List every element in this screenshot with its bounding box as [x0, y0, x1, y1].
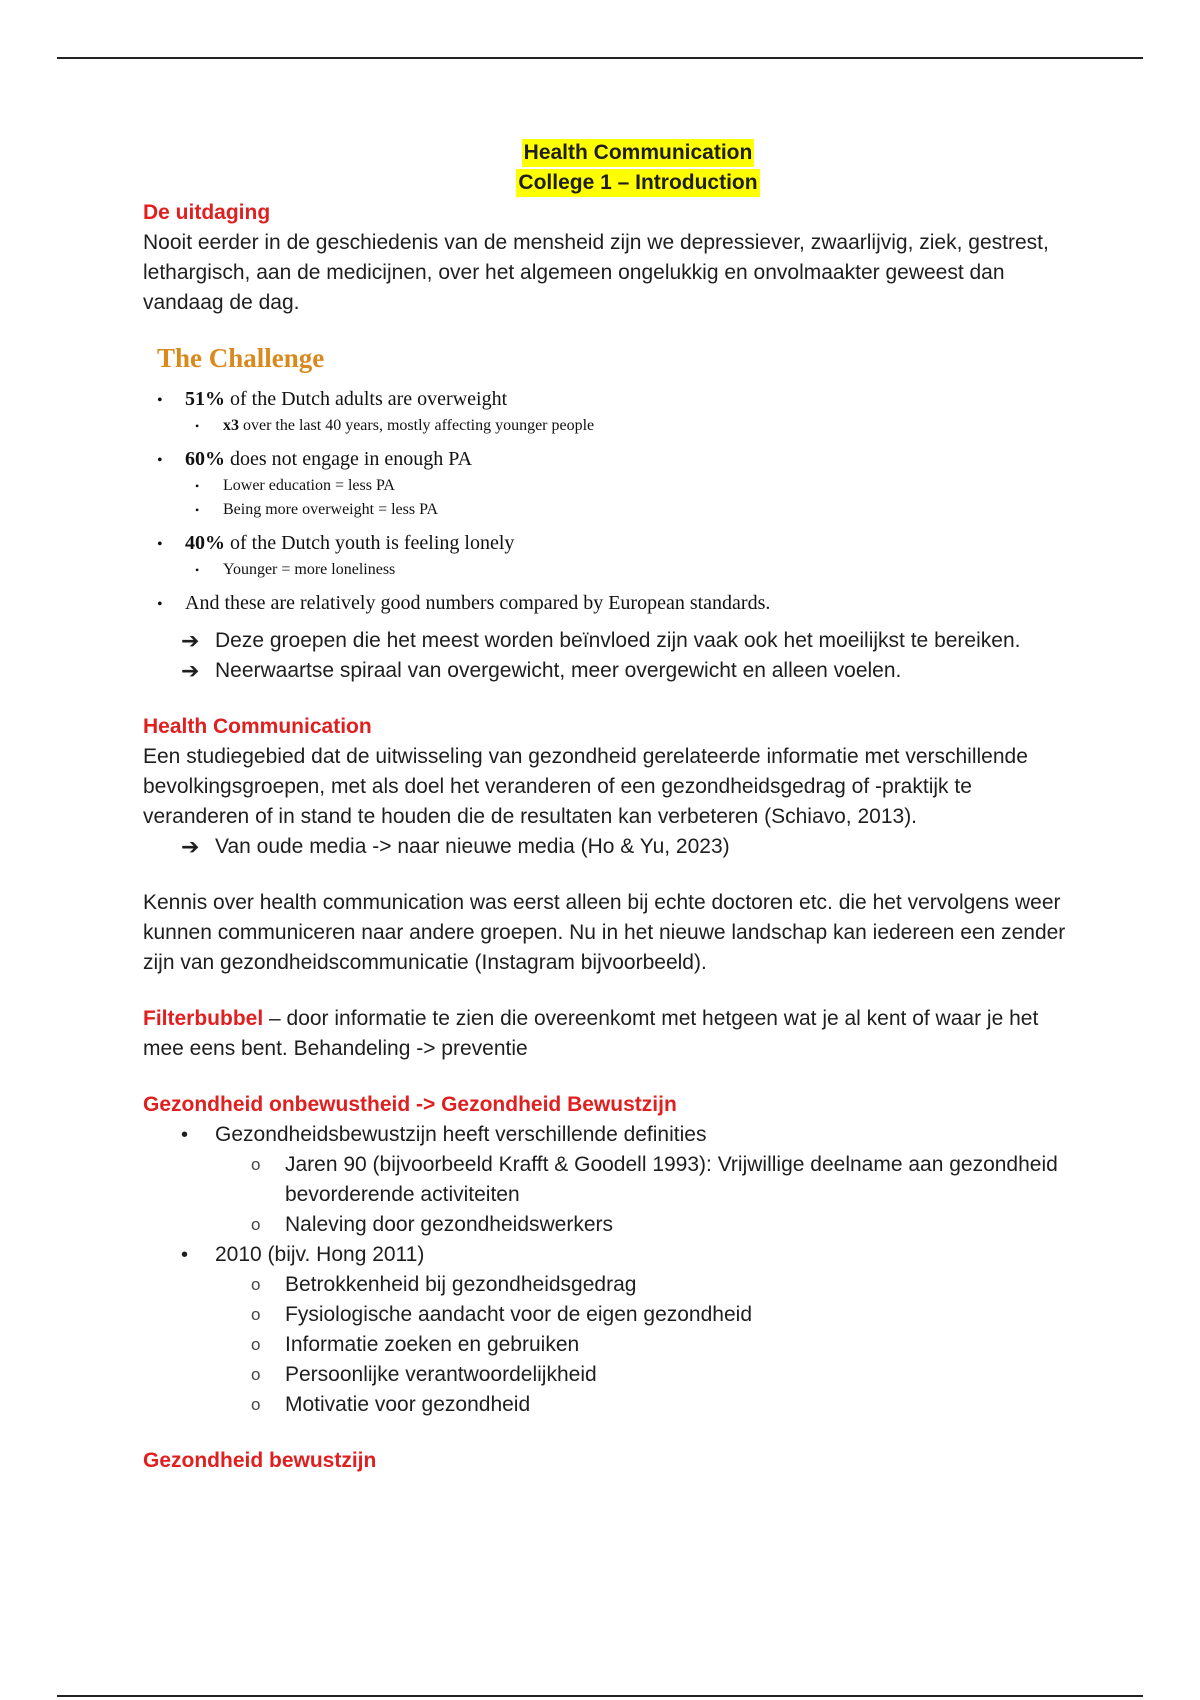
sub-list-item: [143, 1210, 1073, 1240]
list-item-text: 2010 (bijv. Hong 2011): [215, 1243, 425, 1266]
bottom-rule: [57, 1695, 1143, 1697]
sub-list-item-text: Jaren 90 (bijvoorbeeld Krafft & Goodell 1993): Vrijwillige deelname aan gezondheid bevorderende activiteiten: [285, 1153, 1058, 1206]
slide-sub-text: over the last 40 years, mostly affecting younger people: [239, 417, 595, 434]
arrow-right-icon: ➔: [181, 658, 200, 683]
slide-title: The Challenge: [157, 343, 325, 373]
arrow-text: Neerwaartse spiraal van overgewicht, meer overgewicht en alleen voelen.: [215, 659, 902, 682]
sub-list-item-text: Naleving door gezondheidswerkers: [285, 1213, 614, 1236]
filterbubbel-text: – door informatie te zien die overeenkomt met hetgeen wat je al kent of waar je het mee eens bent. Behandeling -> preventie: [143, 1007, 1039, 1060]
slide-sub-text: Lower education = less PA: [223, 477, 395, 494]
bullet-icon: •: [181, 1244, 189, 1266]
slide-sub-text: Younger = more loneliness: [223, 561, 396, 578]
document-title: [203, 138, 1073, 198]
sub-list-item-text: Fysiologische aandacht voor de eigen gezondheid: [285, 1303, 752, 1326]
slide-sub-text: Being more overweight = less PA: [223, 501, 439, 518]
heading-gezondheid-bewustzijn: Gezondheid bewustzijn: [143, 1449, 377, 1472]
arrow-right-icon: ➔: [181, 628, 200, 653]
bullet-icon: •: [157, 536, 163, 553]
bullet-icon: •: [157, 392, 163, 409]
sub-list-item: [143, 1330, 1073, 1360]
arrow-right-icon: ➔: [181, 834, 200, 859]
list-item: [143, 1240, 1073, 1270]
bullet-icon: •: [195, 479, 200, 493]
circle-bullet-icon: o: [251, 1155, 261, 1174]
sub-list-item-text: Betrokkenheid bij gezondheidsgedrag: [285, 1273, 637, 1296]
sub-list-item-text: Informatie zoeken en gebruiken: [285, 1333, 580, 1356]
slide-item-text: And these are relatively good numbers compared by European standards.: [185, 592, 771, 614]
bullet-icon: •: [181, 1124, 189, 1146]
sub-list-item: [143, 1270, 1073, 1300]
heading-de-uitdaging: De uitdaging: [143, 201, 271, 224]
bullet-icon: •: [195, 419, 200, 433]
document-page: [143, 138, 1073, 1476]
circle-bullet-icon: o: [251, 1365, 261, 1384]
slide-stat: 51%: [185, 388, 225, 410]
top-rule: [57, 57, 1143, 59]
arrow-item: [143, 656, 1073, 686]
slide-item-text: of the Dutch adults are overweight: [225, 388, 508, 410]
list-item-text: Gezondheidsbewustzijn heeft verschillende definities: [215, 1123, 707, 1146]
arrow-text: Deze groepen die het meest worden beïnvloed zijn vaak ook het moeilijkst te bereiken.: [215, 629, 1021, 652]
arrow-text: Van oude media -> naar nieuwe media (Ho & Yu, 2023): [215, 835, 730, 858]
slide-item: [157, 386, 817, 438]
slide-stat: 40%: [185, 532, 225, 554]
term-filterbubbel: Filterbubbel: [143, 1007, 264, 1030]
title-line-1: Health Communication: [522, 139, 755, 167]
slide-sub-stat: x3: [223, 417, 239, 434]
sub-list-item: [143, 1300, 1073, 1330]
bullet-icon: •: [195, 563, 200, 577]
bullet-icon: •: [195, 503, 200, 517]
sub-list-item: [143, 1360, 1073, 1390]
circle-bullet-icon: o: [251, 1275, 261, 1294]
heading-health-communication: Health Communication: [143, 715, 372, 738]
list-item: [143, 1120, 1073, 1150]
paragraph-health-communication: Een studiegebied dat de uitwisseling van gezondheid gerelateerde informatie met verschillende bevolkingsgroepen, met als doel het veranderen of een gezondheidsgedrag of -praktijk te veranderen of in stand te houden die de resultaten kan verbeteren (Schiavo, 2013).: [143, 745, 1028, 828]
sub-list-item: [143, 1150, 1073, 1210]
heading-gezondheid-bewustzijn-transition: Gezondheid onbewustheid -> Gezondheid Bewustzijn: [143, 1093, 677, 1116]
paragraph-uitdaging: Nooit eerder in de geschiedenis van de mensheid zijn we depressiever, zwaarlijvig, ziek, gestrest, lethargisch, aan de medicijnen, over het algemeen ongelukkig en onvolmaakter geweest dan vandaag de dag.: [143, 231, 1049, 314]
sub-list-item-text: Motivatie voor gezondheid: [285, 1393, 531, 1416]
slide-item: [157, 530, 817, 582]
paragraph-filterbubbel: [143, 1004, 1073, 1064]
circle-bullet-icon: o: [251, 1335, 261, 1354]
slide-item: [157, 446, 817, 522]
circle-bullet-icon: o: [251, 1395, 261, 1414]
slide-image-the-challenge: [157, 340, 817, 618]
slide-item-text: does not engage in enough PA: [225, 448, 473, 470]
circle-bullet-icon: o: [251, 1305, 261, 1324]
arrow-item: [143, 832, 1073, 862]
slide-item: [157, 590, 817, 618]
title-line-2: College 1 – Introduction: [516, 169, 759, 197]
arrow-item: [143, 626, 1073, 656]
circle-bullet-icon: o: [251, 1215, 261, 1234]
bullet-icon: •: [157, 596, 163, 613]
slide-item-text: of the Dutch youth is feeling lonely: [225, 532, 515, 554]
slide-stat: 60%: [185, 448, 225, 470]
sub-list-item: [143, 1390, 1073, 1420]
paragraph-kennis: Kennis over health communication was eerst alleen bij echte doctoren etc. die het vervolgens weer kunnen communiceren naar andere groepen. Nu in het nieuwe landschap kan iedereen een zender zijn van gezondheidscommunicatie (Instagram bijvoorbeeld).: [143, 891, 1066, 974]
sub-list-item-text: Persoonlijke verantwoordelijkheid: [285, 1363, 597, 1386]
bullet-icon: •: [157, 452, 163, 469]
